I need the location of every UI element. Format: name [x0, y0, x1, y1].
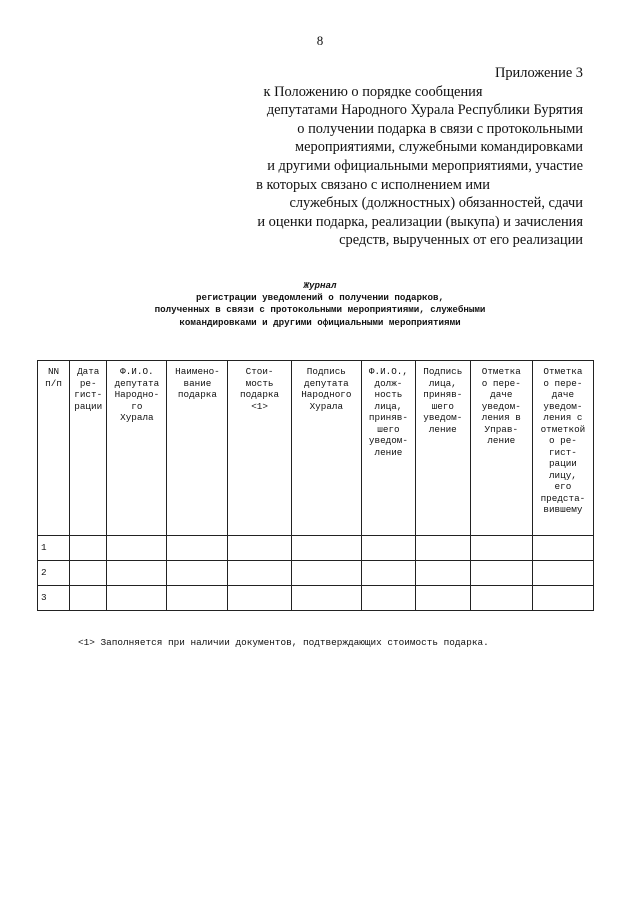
journal-subtitle-line: регистрации уведомлений о получении подарков, — [195, 292, 445, 304]
table-cell — [362, 586, 416, 611]
header-cell-deputy-name: Ф.И.О. депутата Народно- го Хурала — [107, 361, 167, 536]
table-cell — [415, 536, 470, 561]
appendix-line: и оценки подарка, реализации (выкупа) и зачисления — [257, 213, 583, 230]
table-cell — [228, 586, 291, 611]
table-cell — [532, 536, 593, 561]
table-row — [38, 561, 594, 586]
header-cell-transfer-mark: Отметка о пере- даче уведом- ления в Управ- ление — [470, 361, 532, 536]
header-cell-registration-date: Дата ре- гист- рации — [70, 361, 107, 536]
table-cell — [70, 561, 107, 586]
table-cell — [70, 586, 107, 611]
table-cell — [107, 536, 167, 561]
appendix-line: служебных (должностных) обязанностей, сдачи — [289, 195, 583, 212]
table-cell — [291, 561, 361, 586]
appendix-header — [163, 64, 583, 250]
table-cell — [228, 561, 291, 586]
table-cell — [362, 536, 416, 561]
journal-title: Журнал — [303, 280, 337, 291]
table-cell — [228, 536, 291, 561]
journal-subtitle-line: полученных в связи с протокольными мероприятиями, служебными — [154, 304, 486, 316]
journal-title-block — [0, 280, 640, 329]
table-cell: 1 — [38, 536, 70, 561]
table-cell — [532, 561, 593, 586]
header-cell-deputy-signature: Подпись депутата Народного Хурала — [291, 361, 361, 536]
appendix-line: о получении подарка в связи с протокольными — [297, 120, 583, 137]
table-cell — [415, 586, 470, 611]
table-cell — [415, 561, 470, 586]
table-cell — [70, 536, 107, 561]
table-row — [38, 536, 594, 561]
header-cell-return-mark: Отметка о пере- даче уведом- ления с отметкой о ре- гист- рации лицу, его предста- вившему — [532, 361, 593, 536]
header-cell-receiver-name: Ф.И.О., долж- ность лица, приняв- шего уведом- ление — [362, 361, 416, 536]
table-cell — [167, 561, 228, 586]
table-cell: 3 — [38, 586, 70, 611]
table-cell — [470, 586, 532, 611]
table-cell — [532, 586, 593, 611]
appendix-heading: Приложение 3 — [494, 65, 583, 81]
appendix-line: мероприятиями, служебными командировками — [295, 139, 583, 156]
appendix-line: депутатами Народного Хурала Республики Бурятия — [266, 102, 583, 119]
appendix-line: средств, вырученных от его реализации — [339, 232, 583, 249]
table-cell: 2 — [38, 561, 70, 586]
footnote: <1> Заполняется при наличии документов, подтверждающих стоимость подарка. — [78, 637, 489, 648]
header-cell-gift-cost: Стои- мость подарка <1> — [228, 361, 291, 536]
table-cell — [107, 561, 167, 586]
table-cell — [291, 536, 361, 561]
header-cell-number: NN п/п — [38, 361, 70, 536]
registration-table — [37, 360, 594, 611]
table-cell — [291, 586, 361, 611]
table-cell — [167, 536, 228, 561]
appendix-line: в которых связано с исполнением ими — [256, 176, 490, 193]
appendix-line: к Положению о порядке сообщения — [263, 83, 483, 100]
table-cell — [107, 586, 167, 611]
header-cell-gift-name: Наимено- вание подарка — [167, 361, 228, 536]
table-cell — [362, 561, 416, 586]
appendix-line: и другими официальными мероприятиями, участие — [267, 157, 583, 174]
journal-subtitle-line: командировками и другими официальными мероприятиями — [179, 316, 461, 328]
table-row — [38, 586, 594, 611]
table-cell — [167, 586, 228, 611]
table-cell — [470, 536, 532, 561]
table-header-row — [38, 361, 594, 536]
header-cell-receiver-signature: Подпись лица, приняв- шего уведом- ление — [415, 361, 470, 536]
table-cell — [470, 561, 532, 586]
page-number: 8 — [316, 33, 324, 48]
